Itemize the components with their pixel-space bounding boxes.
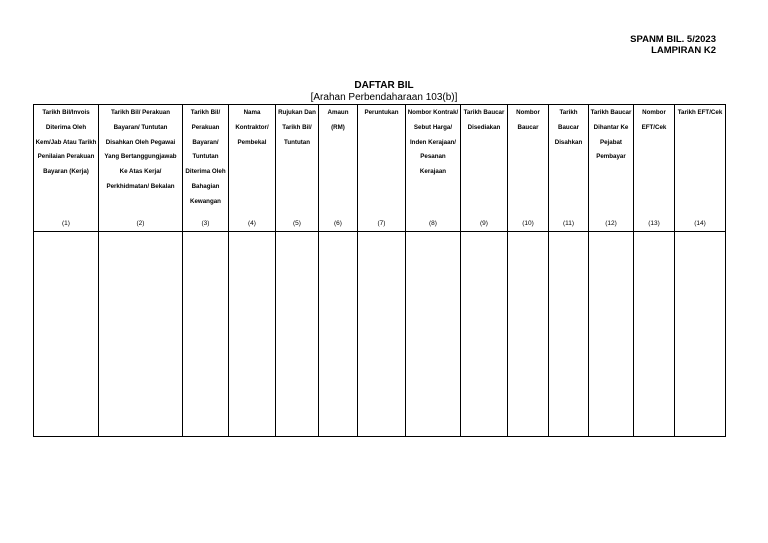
document-reference — [630, 34, 716, 56]
column-header — [276, 105, 319, 232]
table-row — [34, 232, 726, 437]
column-label: Rujukan Dan Tarikh Bil/ Tuntutan — [278, 109, 316, 146]
column-number: (2) — [136, 220, 145, 227]
column-label: Tarikh Baucar Disediakan — [463, 109, 505, 131]
table-cell[interactable] — [34, 232, 99, 437]
column-header — [589, 105, 634, 232]
table-cell[interactable] — [634, 232, 675, 437]
column-label: Nombor Baucar — [516, 109, 540, 131]
column-header — [675, 105, 726, 232]
column-number: (9) — [480, 220, 488, 227]
column-number: (10) — [522, 220, 534, 227]
column-label: Peruntukan — [364, 109, 399, 116]
column-label: Amaun (RM) — [327, 109, 349, 131]
table-cell[interactable] — [461, 232, 508, 437]
circular-number: SPANM BIL. 5/2023 — [630, 34, 716, 45]
table-cell[interactable] — [229, 232, 276, 437]
table-cell[interactable] — [589, 232, 634, 437]
column-label: Tarikh Bil/ Perakuan Bayaran/ Tuntutan Diterima Oleh Bahagian Kewangan — [185, 109, 226, 205]
column-label: Tarikh Bil/ Perakuan Bayaran/ Tuntutan Disahkan Oleh Pegawai Yang Bertanggungjawab Ke Atas Kerja/ Perkhidmatan/ Bekalan — [104, 109, 177, 190]
table-cell[interactable] — [276, 232, 319, 437]
column-number: (11) — [562, 220, 575, 227]
column-header — [549, 105, 589, 232]
column-header — [319, 105, 358, 232]
column-label: Tarikh Baucar Dihantar Ke Pejabat Pembayar — [590, 109, 632, 161]
table-cell[interactable] — [358, 232, 406, 437]
column-header — [99, 105, 183, 232]
column-header — [34, 105, 99, 232]
column-label: Nama Kontraktor/ Pembekal — [235, 109, 269, 146]
column-label: Tarikh Bil/Invois Diterima Oleh Kem/Jab Atau Tarikh Penilaian Perakuan Bayaran (Kerja) — [35, 109, 97, 176]
header-row — [34, 105, 726, 232]
column-number: (5) — [293, 220, 301, 227]
bill-register-table — [33, 104, 726, 437]
column-label: Nombor Kontrak/ Sebut Harga/ Inden Kerajaan/ Pesanan Kerajaan — [407, 109, 459, 176]
column-number: (4) — [248, 220, 256, 227]
column-number: (1) — [62, 220, 70, 227]
table-cell[interactable] — [508, 232, 549, 437]
table-cell[interactable] — [319, 232, 358, 437]
table-cell[interactable] — [675, 232, 726, 437]
column-header — [406, 105, 461, 232]
column-number: (3) — [201, 220, 210, 227]
document-title: DAFTAR BIL — [354, 80, 414, 91]
column-header — [508, 105, 549, 232]
column-header — [461, 105, 508, 232]
column-number: (14) — [694, 220, 706, 227]
column-header — [634, 105, 675, 232]
column-label: Tarikh Baucar Disahkan — [554, 109, 583, 146]
document-subtitle: [Arahan Perbendaharaan 103(b)] — [310, 92, 458, 103]
column-number: (12) — [605, 220, 617, 227]
column-label: Tarikh EFT/Cek — [677, 109, 723, 116]
appendix-label: LAMPIRAN K2 — [651, 45, 716, 56]
column-number: (8) — [429, 220, 437, 227]
table-cell[interactable] — [99, 232, 183, 437]
table-cell[interactable] — [406, 232, 461, 437]
column-label: Nombor EFT/Cek — [641, 109, 667, 131]
column-header — [229, 105, 276, 232]
column-number: (7) — [377, 220, 386, 227]
table-cell[interactable] — [549, 232, 589, 437]
column-header — [183, 105, 229, 232]
column-number: (13) — [648, 220, 660, 227]
column-header — [358, 105, 406, 232]
table-cell[interactable] — [183, 232, 229, 437]
column-number: (6) — [334, 220, 342, 227]
